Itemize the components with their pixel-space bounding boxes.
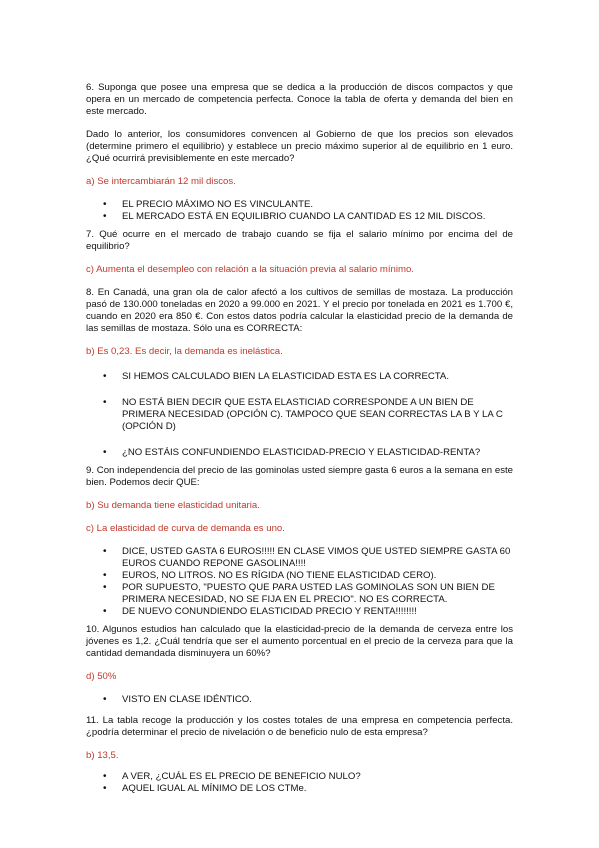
- list-item: • SI HEMOS CALCULADO BIEN LA ELASTICIDAD ESTA ES LA CORRECTA.: [103, 371, 449, 382]
- q9-answer-c: c) La elasticidad de curva de demanda es uno.: [86, 523, 285, 534]
- bullet-icon: •: [103, 783, 107, 794]
- list-item: • EUROS, NO LITROS. NO ES RÍGIDA (NO TIENE ELASTICIDAD CERO).: [103, 570, 437, 581]
- list-item: • EL MERCADO ESTÁ EN EQUILIBRIO CUANDO LA CANTIDAD ES 12 MIL DISCOS.: [103, 211, 486, 222]
- list-item: • DICE, USTED GASTA 6 EUROS!!!!! EN CLASE VIMOS QUE USTED SIEMPRE GASTA 60 EUROS CUANDO REPONE GASOLINA!!!!: [103, 546, 511, 569]
- list-item: • EL PRECIO MÁXIMO NO ES VINCULANTE.: [103, 199, 314, 210]
- q10-notes: [86, 694, 513, 706]
- q7-question: 7. Qué ocurre en el mercado de trabajo cuando se fija el salario mínimo por encima del de equilibrio?: [86, 229, 513, 252]
- bullet-icon: •: [103, 199, 107, 210]
- bullet-icon: •: [103, 582, 107, 593]
- list-item: • AQUEL IGUAL AL MÍNIMO DE LOS CTMe.: [103, 783, 307, 794]
- q6-statement: Dado lo anterior, los consumidores convencen al Gobierno de que los precios son elevados (determine primero el equilibrio) y establece un precio máximo superior al de equilibrio en 1 euro. ¿Qué ocurrirá previsiblemente en este mercado?: [86, 129, 513, 164]
- bullet-icon: •: [103, 694, 107, 705]
- q7-answer: c) Aumenta el desempleo con relación a la situación previa al salario mínimo.: [86, 264, 414, 275]
- q9-answer-b: b) Su demanda tiene elasticidad unitaria.: [86, 500, 260, 511]
- bullet-icon: •: [103, 546, 107, 557]
- bullet-icon: •: [103, 771, 107, 782]
- q8-answer: b) Es 0,23. Es decir, la demanda es inelástica.: [86, 346, 283, 357]
- q11-question: 11. La tabla recoge la producción y los costes totales de una empresa en competencia perfecta. ¿podría determinar el precio de nivelación o de beneficio nulo de esta empresa?: [86, 715, 513, 738]
- bullet-icon: •: [103, 211, 107, 222]
- q6-answer: a) Se intercambiarán 12 mil discos.: [86, 176, 236, 187]
- list-item: • ¿NO ESTÁIS CONFUNDIENDO ELASTICIDAD-PRECIO Y ELASTICIDAD-RENTA?: [103, 447, 481, 458]
- q6-intro: 6. Suponga que posee una empresa que se dedica a la producción de discos compactos y que opera en un mercado de competencia perfecta. Conoce la tabla de oferta y demanda del bien en este mercado.: [86, 82, 513, 117]
- q8-notes: [86, 371, 513, 459]
- q11-notes: [86, 771, 513, 795]
- bullet-icon: •: [103, 606, 107, 617]
- q8-question: 8. En Canadá, una gran ola de calor afectó a los cultivos de semillas de mostaza. La producción pasó de 130.000 toneladas en 2020 a 99.000 en 2021. Y el precio por tonelada en 2021 es 1.700 €, cuando en 2020 era 850 €. Con estos datos podría calcular la elasticidad precio de la demanda de las semillas de mostaza. Sólo una es CORRECTA:: [86, 287, 513, 334]
- q6-notes: [86, 199, 513, 223]
- list-item: • VISTO EN CLASE IDÉNTICO.: [103, 694, 252, 705]
- q10-question: 10. Algunos estudios han calculado que la elasticidad-precio de la demanda de cerveza entre los jóvenes es 1,2. ¿Cuál tendría que ser el aumento porcentual en el precio de la cerveza para que la cantidad demandada disminuyera un 60%?: [86, 624, 513, 659]
- bullet-icon: •: [103, 397, 107, 408]
- q11-answer: b) 13,5.: [86, 750, 119, 761]
- list-item: • POR SUPUESTO, "PUESTO QUE PARA USTED LAS GOMINOLAS SON UN BIEN DE PRIMERA NECESIDAD, NO SE FIJA EN EL PRECIO". NO ES CORRECTA.: [103, 582, 495, 605]
- q10-answer: d) 50%: [86, 671, 117, 682]
- list-item: • DE NUEVO CONUNDIENDO ELASTICIDAD PRECIO Y RENTA!!!!!!!!: [103, 606, 417, 617]
- bullet-icon: •: [103, 447, 107, 458]
- q9-question: 9. Con independencia del precio de las gominolas usted siempre gasta 6 euros a la semana en este bien. Podemos decir QUE:: [86, 465, 513, 488]
- list-item: • A VER, ¿CUÁL ES EL PRECIO DE BENEFICIO NULO?: [103, 771, 361, 782]
- q9-notes: [86, 546, 513, 618]
- bullet-icon: •: [103, 570, 107, 581]
- list-item: • NO ESTÁ BIEN DECIR QUE ESTA ELASTICIAD CORRESPONDE A UN BIEN DE PRIMERA NECESIDAD (OPCIÓN C). TAMPOCO QUE SEAN CORRECTAS LA B Y LA C (OPCIÓN D): [103, 397, 503, 432]
- bullet-icon: •: [103, 371, 107, 382]
